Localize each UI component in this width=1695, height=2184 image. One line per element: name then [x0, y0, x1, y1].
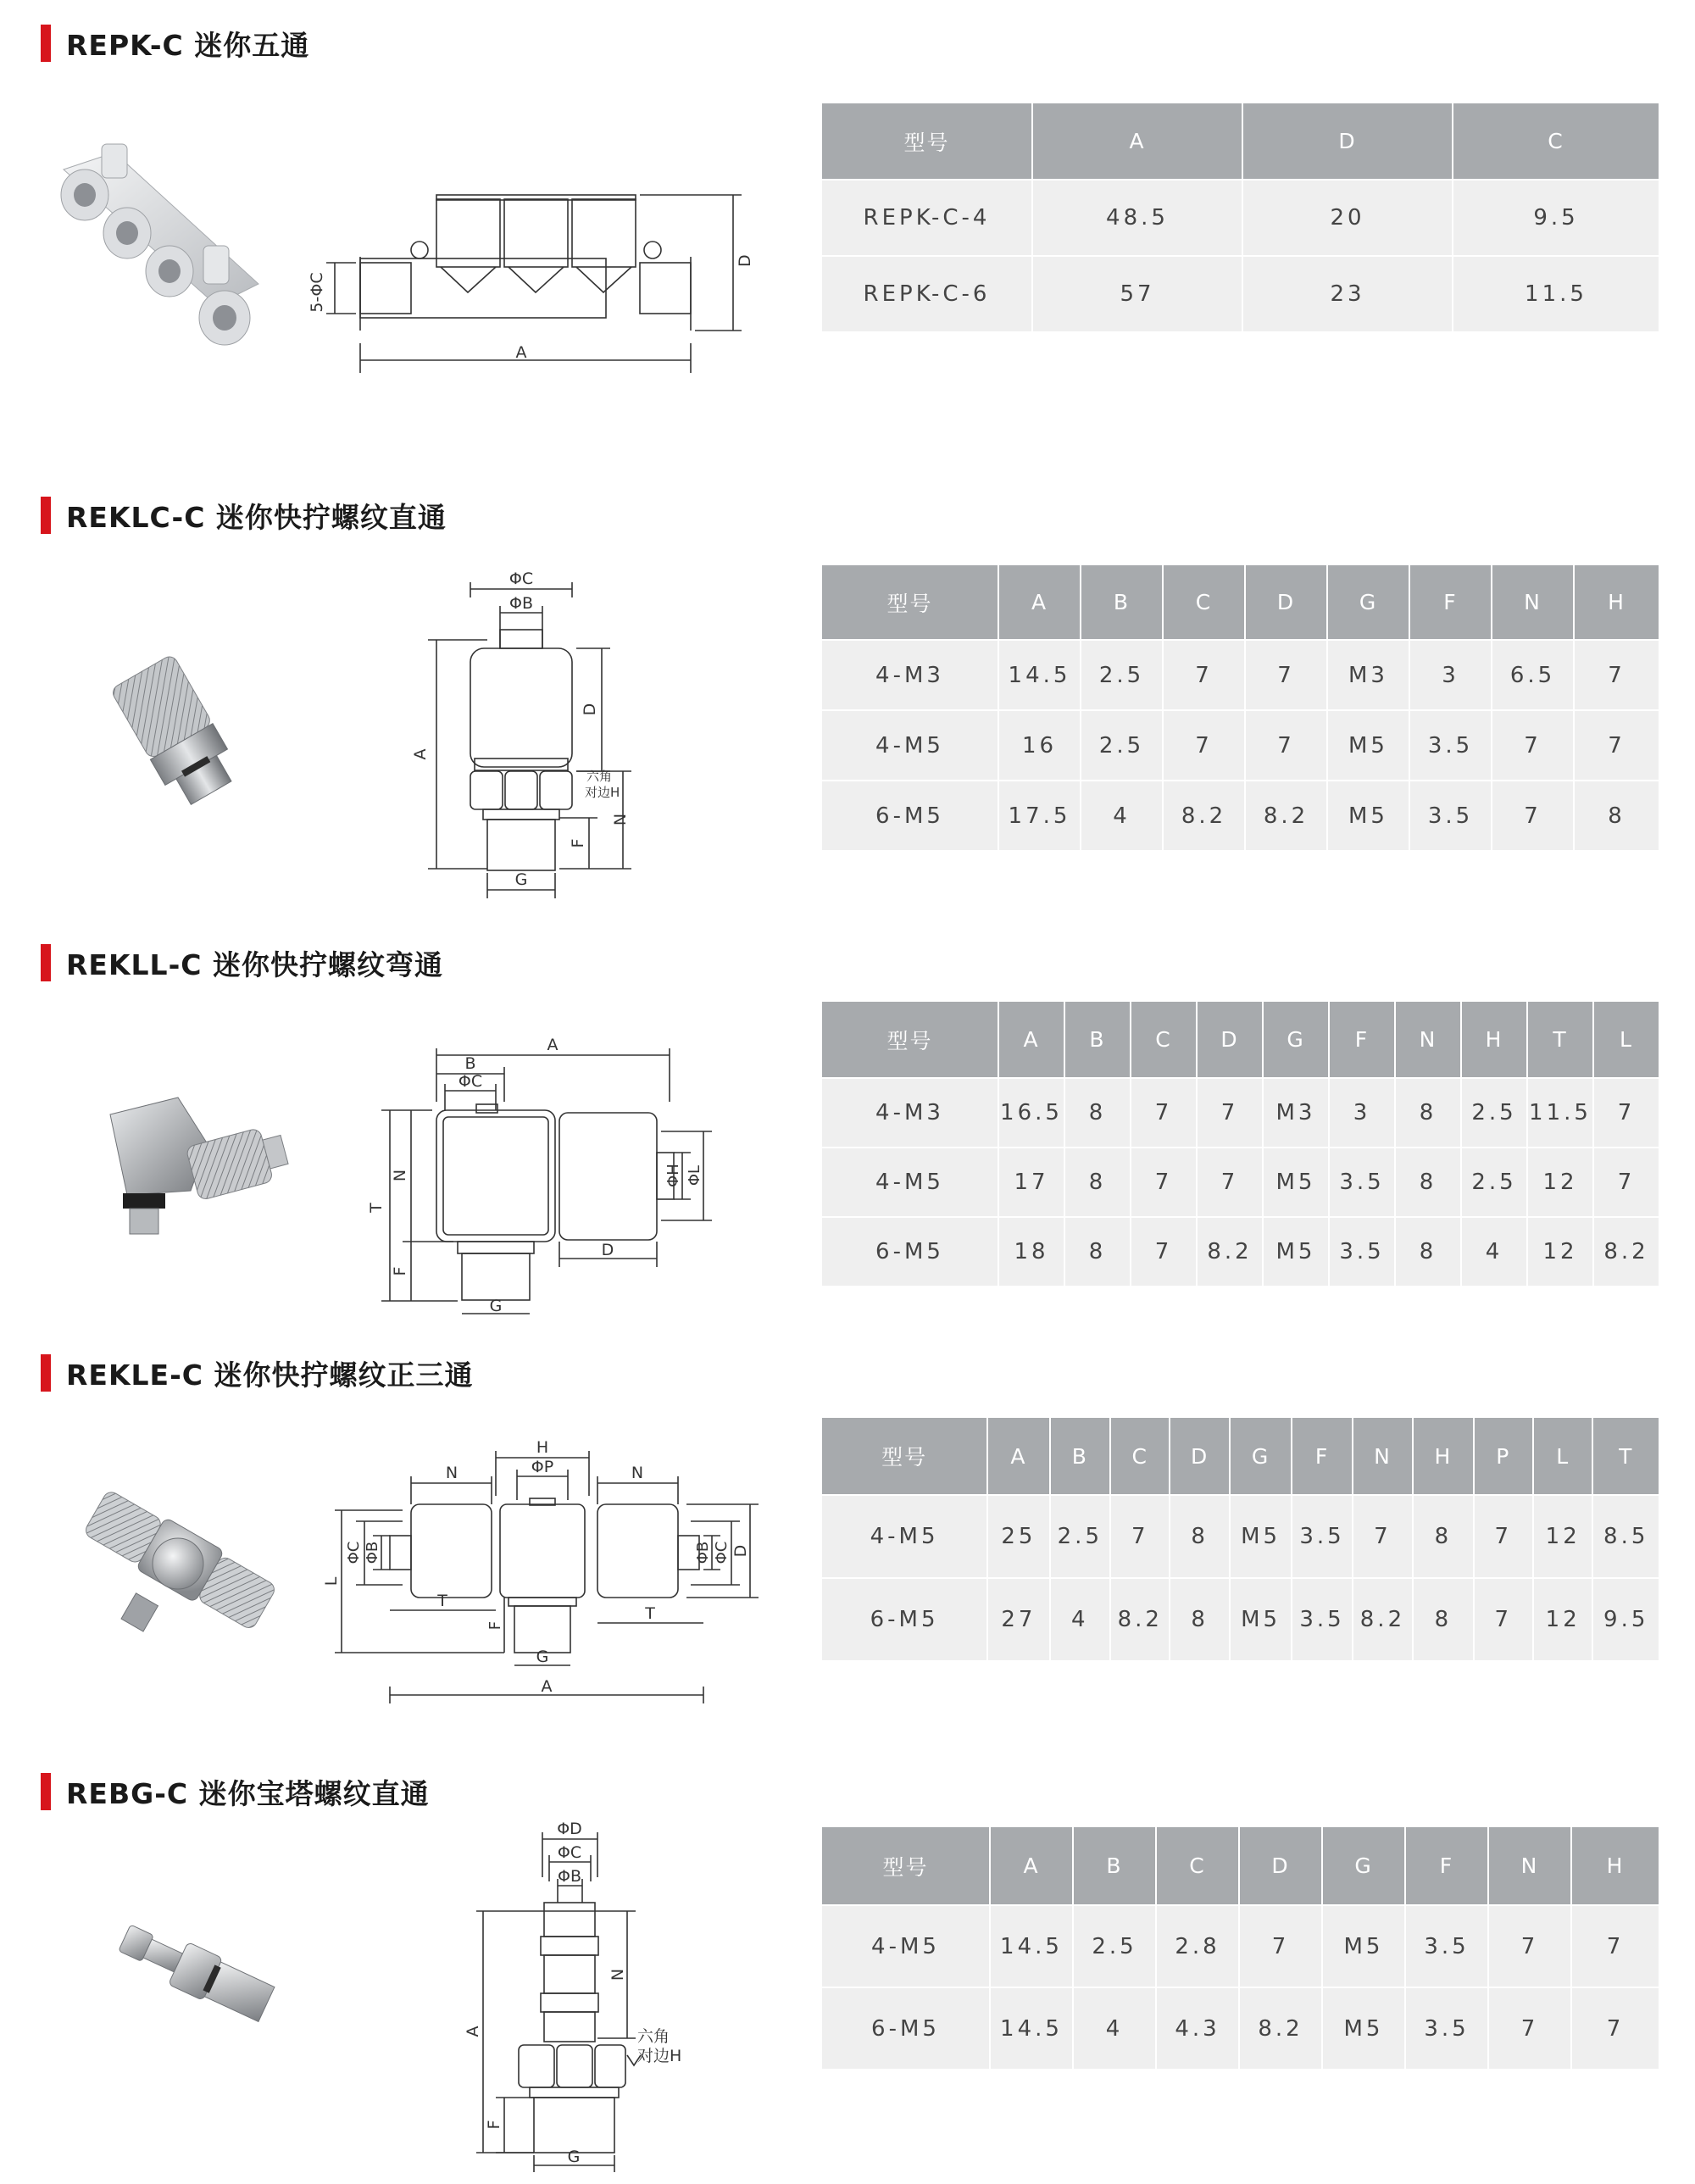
table-header-row — [822, 1827, 1659, 1905]
product-photo-repk-c — [47, 136, 292, 356]
table-cell: 7 — [1245, 640, 1327, 710]
label-phic: ΦC — [458, 1072, 483, 1091]
table-cell: 27 — [987, 1578, 1049, 1661]
table-cell: 7 — [1131, 1217, 1197, 1287]
table-header: A — [998, 1002, 1064, 1078]
label-g: G — [536, 1648, 549, 1666]
dimension-drawing-reklc-c — [407, 564, 661, 903]
table-cell: 8 — [1170, 1495, 1229, 1578]
title-accent-bar — [41, 497, 51, 534]
table-cell: 12 — [1533, 1495, 1592, 1578]
label-hex-line2: 对边H — [637, 2047, 682, 2065]
label-l: L — [322, 1576, 341, 1587]
dimension-drawing-rekll-c — [356, 1030, 737, 1318]
table-header: 型号 — [822, 1418, 987, 1495]
label-g: G — [489, 1297, 503, 1315]
dimension-drawing-rebg-c — [458, 1818, 720, 2174]
table-cell: REPK-C-4 — [822, 180, 1032, 256]
table-cell: 7 — [1110, 1495, 1170, 1578]
table-cell: 4.3 — [1156, 1987, 1239, 2070]
label-d: D — [581, 703, 599, 716]
spec-table-rekll-c — [822, 1002, 1659, 1287]
table-cell: 18 — [998, 1217, 1064, 1287]
table-cell: 4-M5 — [822, 1905, 990, 1987]
table-cell: 17 — [998, 1148, 1064, 1217]
table-cell: 6-M5 — [822, 1217, 998, 1287]
table-cell: 4-M5 — [822, 1495, 987, 1578]
table-cell: 16 — [998, 710, 1081, 781]
table-row — [822, 1078, 1659, 1148]
table-cell: 6-M5 — [822, 1987, 990, 2070]
table-header: 型号 — [822, 1827, 990, 1905]
title-accent-bar — [41, 944, 51, 981]
dimension-drawing-rekle-c — [322, 1438, 775, 1712]
label-d: D — [731, 1544, 750, 1558]
table-cell: 7 — [1474, 1495, 1533, 1578]
table-cell: 8 — [1413, 1578, 1473, 1661]
table-header: L — [1533, 1418, 1592, 1495]
table-row — [822, 781, 1659, 851]
table-cell: 7 — [1131, 1078, 1197, 1148]
table-header: N — [1395, 1002, 1461, 1078]
table-cell: 12 — [1533, 1578, 1592, 1661]
table-header: B — [1050, 1418, 1110, 1495]
table-cell: 7 — [1571, 1905, 1659, 1987]
table-cell: 4-M3 — [822, 640, 998, 710]
table-header: D — [1239, 1827, 1322, 1905]
label-n: N — [611, 813, 630, 826]
label-d: D — [601, 1241, 614, 1259]
table-header: C — [1453, 103, 1659, 180]
table-cell: 17.5 — [998, 781, 1081, 851]
table-header: H — [1574, 565, 1659, 640]
table-header: F — [1405, 1827, 1488, 1905]
table-cell: 9.5 — [1453, 180, 1659, 256]
table-header-row — [822, 1418, 1659, 1495]
table-header: D — [1245, 565, 1327, 640]
table-cell: 3.5 — [1409, 710, 1492, 781]
table-cell: 16.5 — [998, 1078, 1064, 1148]
table-cell: M5 — [1230, 1495, 1292, 1578]
table-row — [822, 1905, 1659, 1987]
table-cell: 7 — [1163, 710, 1245, 781]
table-row — [822, 710, 1659, 781]
product-photo-rekll-c — [97, 1085, 292, 1246]
table-header: A — [990, 1827, 1073, 1905]
label-n: N — [609, 1968, 627, 1981]
spec-table-rebg-c — [822, 1827, 1659, 2070]
label-phib: ΦB — [509, 594, 533, 613]
table-header: A — [1032, 103, 1242, 180]
table-header: F — [1329, 1002, 1395, 1078]
table-header: A — [987, 1418, 1049, 1495]
table-cell: 8 — [1064, 1078, 1131, 1148]
label-n-right: N — [631, 1464, 644, 1482]
table-header-row — [822, 565, 1659, 640]
table-cell: M5 — [1322, 1987, 1405, 2070]
label-g: G — [514, 870, 528, 889]
table-cell: M5 — [1322, 1905, 1405, 1987]
table-header: H — [1413, 1418, 1473, 1495]
label-f: F — [391, 1266, 409, 1276]
table-cell: 6.5 — [1492, 640, 1574, 710]
table-cell: 7 — [1492, 781, 1574, 851]
table-cell: 3.5 — [1405, 1905, 1488, 1987]
label-hex-line1: 六角 — [586, 769, 613, 784]
label-a: A — [411, 748, 430, 760]
table-cell: 57 — [1032, 256, 1242, 332]
table-header: D — [1170, 1418, 1229, 1495]
table-cell: 6-M5 — [822, 781, 998, 851]
table-cell: 7 — [1245, 710, 1327, 781]
table-cell: 8.2 — [1197, 1217, 1263, 1287]
table-row — [822, 640, 1659, 710]
label-phib-left: ΦB — [364, 1541, 381, 1564]
label-phil: ΦL — [686, 1164, 703, 1186]
product-photo-rebg-c — [102, 1911, 297, 2072]
dimension-drawing-repk-c — [305, 182, 763, 377]
title-accent-bar — [41, 1773, 51, 1810]
table-cell: 8 — [1395, 1217, 1461, 1287]
table-cell: 14.5 — [990, 1905, 1073, 1987]
section-title-text: REPK-C 迷你五通 — [66, 28, 310, 62]
section-title-text: REKLC-C 迷你快拧螺纹直通 — [66, 500, 447, 534]
label-phih: ΦH — [664, 1164, 682, 1187]
table-header-row — [822, 1002, 1659, 1078]
section-title-text: REBG-C 迷你宝塔螺纹直通 — [66, 1776, 430, 1810]
label-5-phic: 5-ΦC — [308, 272, 326, 313]
label-a: A — [541, 1677, 553, 1696]
table-cell: 20 — [1242, 180, 1453, 256]
label-phib-right: ΦB — [694, 1541, 712, 1564]
table-cell: 7 — [1353, 1495, 1413, 1578]
table-cell: 7 — [1574, 640, 1659, 710]
table-cell: REPK-C-6 — [822, 256, 1032, 332]
table-cell: 23 — [1242, 256, 1453, 332]
table-cell: 7 — [1593, 1078, 1659, 1148]
table-header: B — [1064, 1002, 1131, 1078]
table-cell: 4 — [1081, 781, 1163, 851]
table-cell: 3.5 — [1329, 1148, 1395, 1217]
table-cell: M5 — [1327, 781, 1409, 851]
table-cell: 8.2 — [1239, 1987, 1322, 2070]
table-cell: 4-M5 — [822, 710, 998, 781]
table-row — [822, 1148, 1659, 1217]
table-header: T — [1592, 1418, 1659, 1495]
table-cell: M3 — [1263, 1078, 1329, 1148]
table-header-row — [822, 103, 1659, 180]
table-cell: 9.5 — [1592, 1578, 1659, 1661]
table-row — [822, 1987, 1659, 2070]
table-cell: 25 — [987, 1495, 1049, 1578]
table-cell: 7 — [1474, 1578, 1533, 1661]
table-cell: 7 — [1574, 710, 1659, 781]
table-cell: 3.5 — [1405, 1987, 1488, 2070]
table-cell: 4-M5 — [822, 1148, 998, 1217]
table-cell: 3 — [1409, 640, 1492, 710]
table-header: D — [1197, 1002, 1263, 1078]
table-cell: 8.2 — [1593, 1217, 1659, 1287]
label-phic: ΦC — [557, 1843, 582, 1862]
table-cell: 12 — [1527, 1148, 1593, 1217]
table-cell: 8 — [1064, 1217, 1131, 1287]
spec-table-rekle-c — [822, 1418, 1659, 1662]
table-header: A — [998, 565, 1081, 640]
label-d: D — [736, 254, 754, 267]
label-phid: ΦD — [557, 1820, 582, 1838]
label-g: G — [567, 2148, 581, 2166]
table-cell: 8 — [1395, 1148, 1461, 1217]
label-a: A — [547, 1036, 559, 1054]
table-cell: 8.2 — [1353, 1578, 1413, 1661]
table-header: C — [1156, 1827, 1239, 1905]
table-cell: 7 — [1163, 640, 1245, 710]
table-cell: M5 — [1263, 1148, 1329, 1217]
table-cell: 7 — [1131, 1148, 1197, 1217]
table-cell: 14.5 — [998, 640, 1081, 710]
table-cell: 2.5 — [1461, 1148, 1527, 1217]
label-t-left: T — [437, 1592, 447, 1610]
table-header: C — [1110, 1418, 1170, 1495]
table-cell: M5 — [1230, 1578, 1292, 1661]
table-header: L — [1593, 1002, 1659, 1078]
label-a: A — [464, 2026, 482, 2037]
table-cell: 8 — [1064, 1148, 1131, 1217]
table-cell: 2.5 — [1050, 1495, 1110, 1578]
table-cell: 8.2 — [1245, 781, 1327, 851]
label-phip: ΦP — [531, 1458, 554, 1476]
label-n-left: N — [445, 1464, 458, 1482]
table-header: N — [1488, 1827, 1571, 1905]
section-title — [41, 25, 309, 61]
table-row — [822, 1578, 1659, 1661]
table-cell: 4 — [1073, 1987, 1156, 2070]
table-cell: 6-M5 — [822, 1578, 987, 1661]
table-cell: 48.5 — [1032, 180, 1242, 256]
table-cell: 2.8 — [1156, 1905, 1239, 1987]
table-row — [822, 1217, 1659, 1287]
label-phic: ΦC — [508, 570, 534, 588]
title-accent-bar — [41, 25, 51, 62]
table-header: B — [1081, 565, 1163, 640]
section-title — [41, 1774, 430, 1809]
table-header: 型号 — [822, 1002, 998, 1078]
table-header: H — [1571, 1827, 1659, 1905]
label-f: F — [485, 2120, 503, 2130]
table-cell: 7 — [1492, 710, 1574, 781]
section-title — [41, 1355, 474, 1391]
label-n: N — [391, 1169, 409, 1182]
table-cell: 8 — [1395, 1078, 1461, 1148]
product-photo-rekle-c — [76, 1479, 280, 1648]
table-header: H — [1461, 1002, 1527, 1078]
table-cell: 4 — [1461, 1217, 1527, 1287]
table-header: T — [1527, 1002, 1593, 1078]
label-h: H — [536, 1438, 549, 1457]
table-cell: 2.5 — [1461, 1078, 1527, 1148]
table-cell: 7 — [1197, 1078, 1263, 1148]
label-f: F — [486, 1620, 504, 1631]
table-cell: M5 — [1263, 1217, 1329, 1287]
section-title-text: REKLL-C 迷你快拧螺纹弯通 — [66, 948, 443, 981]
table-cell: 3.5 — [1409, 781, 1492, 851]
label-phic-right: ΦC — [713, 1541, 731, 1564]
spec-table-repk-c — [822, 103, 1659, 333]
table-header: B — [1073, 1827, 1156, 1905]
table-cell: 4-M3 — [822, 1078, 998, 1148]
table-header: C — [1163, 565, 1245, 640]
table-header: F — [1292, 1418, 1352, 1495]
spec-table-reklc-c — [822, 565, 1659, 852]
table-cell: 8 — [1170, 1578, 1229, 1661]
product-photo-reklc-c — [102, 644, 271, 814]
table-header: G — [1263, 1002, 1329, 1078]
label-a: A — [515, 343, 527, 362]
table-header: G — [1322, 1827, 1405, 1905]
table-cell: 7 — [1239, 1905, 1322, 1987]
section-title — [41, 945, 443, 981]
table-row — [822, 256, 1659, 332]
table-cell: 7 — [1593, 1148, 1659, 1217]
label-phib: ΦB — [558, 1867, 581, 1886]
table-cell: 8 — [1413, 1495, 1473, 1578]
table-cell: 2.5 — [1081, 710, 1163, 781]
label-b: B — [464, 1054, 476, 1073]
table-cell: 3 — [1329, 1078, 1395, 1148]
table-row — [822, 1495, 1659, 1578]
table-header: C — [1131, 1002, 1197, 1078]
section-title-text: REKLE-C 迷你快拧螺纹正三通 — [66, 1358, 474, 1392]
table-header: 型号 — [822, 565, 998, 640]
table-header: D — [1242, 103, 1453, 180]
table-cell: 2.5 — [1073, 1905, 1156, 1987]
table-header: G — [1230, 1418, 1292, 1495]
table-cell: 8.2 — [1110, 1578, 1170, 1661]
label-t-right: T — [645, 1604, 655, 1623]
table-cell: 3.5 — [1329, 1217, 1395, 1287]
table-header: G — [1327, 565, 1409, 640]
section-title — [41, 497, 447, 533]
table-cell: 3.5 — [1292, 1578, 1352, 1661]
table-header: P — [1474, 1418, 1533, 1495]
table-cell: 11.5 — [1527, 1078, 1593, 1148]
table-cell: 3.5 — [1292, 1495, 1352, 1578]
table-header: N — [1492, 565, 1574, 640]
table-cell: 7 — [1571, 1987, 1659, 2070]
table-cell: 7 — [1197, 1148, 1263, 1217]
label-t: T — [367, 1203, 386, 1213]
title-accent-bar — [41, 1354, 51, 1392]
table-header: F — [1409, 565, 1492, 640]
table-cell: 7 — [1488, 1905, 1571, 1987]
table-cell: 11.5 — [1453, 256, 1659, 332]
label-hex-line2: 对边H — [585, 785, 620, 800]
table-header: 型号 — [822, 103, 1032, 180]
table-cell: 8.5 — [1592, 1495, 1659, 1578]
table-cell: 8.2 — [1163, 781, 1245, 851]
label-hex-line1: 六角 — [637, 2027, 670, 2046]
table-header: N — [1353, 1418, 1413, 1495]
table-cell: 4 — [1050, 1578, 1110, 1661]
table-cell: 2.5 — [1081, 640, 1163, 710]
table-cell: M3 — [1327, 640, 1409, 710]
label-phic-left: ΦC — [345, 1541, 363, 1564]
label-f: F — [569, 838, 587, 848]
table-row — [822, 180, 1659, 256]
table-cell: M5 — [1327, 710, 1409, 781]
table-cell: 7 — [1488, 1987, 1571, 2070]
table-cell: 8 — [1574, 781, 1659, 851]
table-cell: 14.5 — [990, 1987, 1073, 2070]
table-cell: 12 — [1527, 1217, 1593, 1287]
